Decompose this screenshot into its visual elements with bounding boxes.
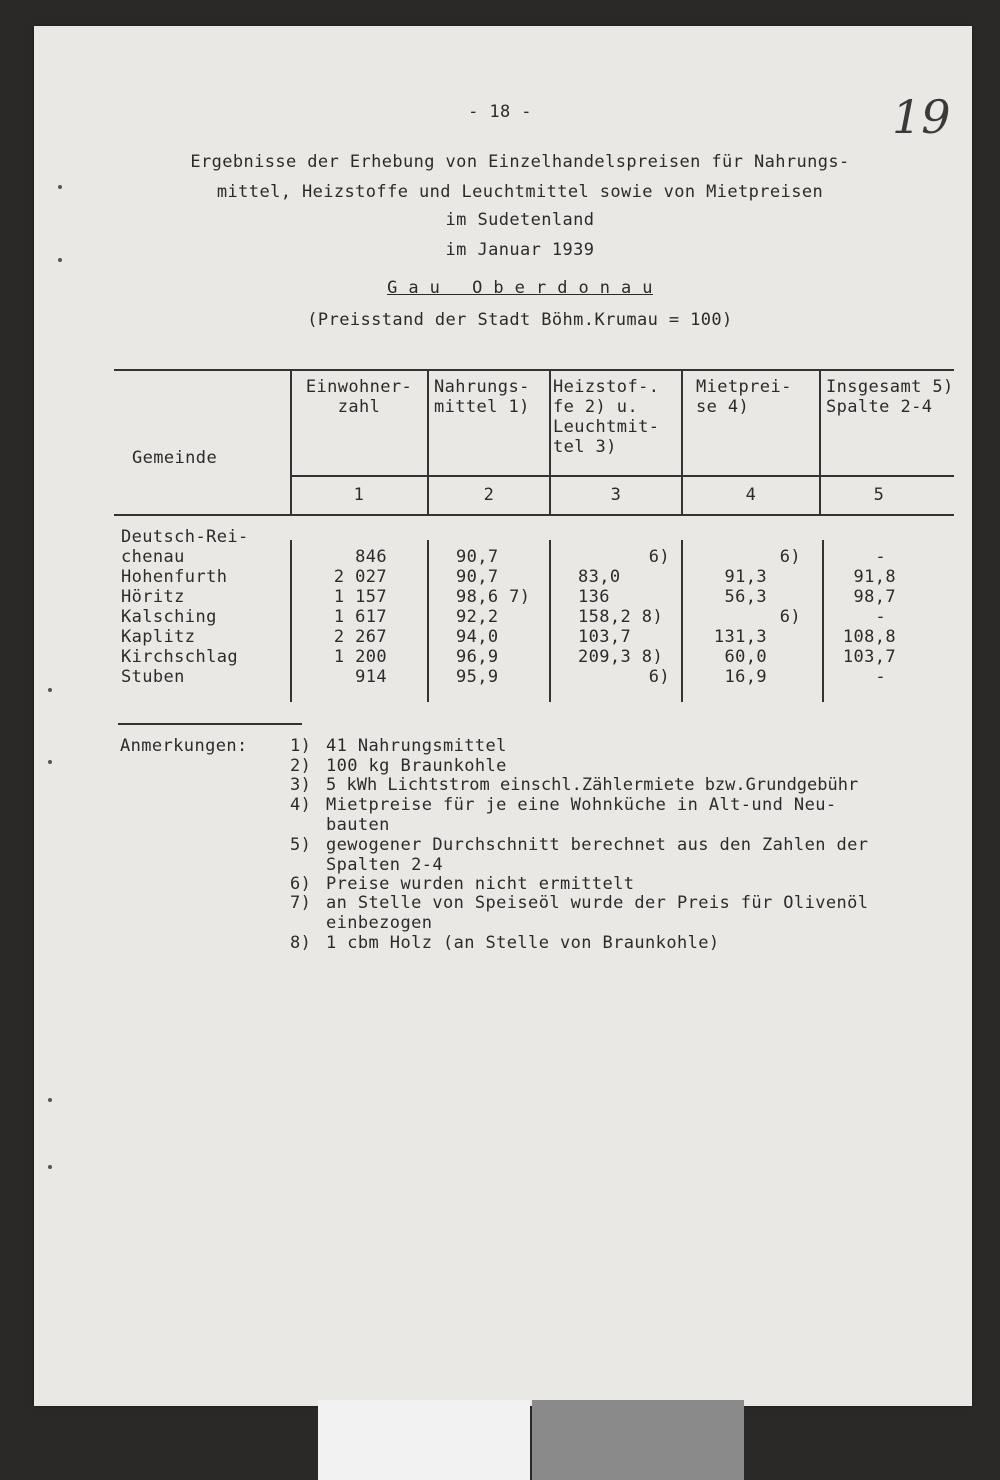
note-number: 5) xyxy=(290,835,312,855)
note-number: 6) xyxy=(290,874,312,894)
table-cell-einwohner: 914 xyxy=(355,667,387,687)
notes-label: Anmerkungen: xyxy=(120,736,248,756)
table-header-divider xyxy=(290,475,954,477)
column-header-3-line-1: Heizstof-. xyxy=(553,377,660,397)
title-line-1: Ergebnisse der Erhebung von Einzelhandelspreisen für Nahrungs- xyxy=(190,152,850,172)
punch-mark xyxy=(48,760,52,764)
table-cell-miet: 16,9 xyxy=(724,667,767,687)
body-column-divider xyxy=(427,540,429,702)
table-cell-miet: 56,3 xyxy=(724,587,767,607)
title-line-2: mittel, Heizstoffe und Leuchtmittel sowie von Mietpreisen xyxy=(216,182,824,202)
table-cell-miet: 91,3 xyxy=(724,567,767,587)
punch-mark xyxy=(48,1098,52,1102)
column-header-1-line-1: Einwohner- xyxy=(305,377,413,397)
table-row-name: Höritz xyxy=(121,587,185,607)
table-header-bottom-rule xyxy=(114,514,954,516)
table-cell-heiz: 103,7 xyxy=(578,627,632,647)
table-row-name: Deutsch-Rei- xyxy=(121,527,249,547)
table-cell-gesamt: 91,8 xyxy=(853,567,896,587)
column-header-5-line-2: Spalte 2-4 xyxy=(826,397,933,417)
note-text: einbezogen xyxy=(326,913,433,933)
table-cell-heiz: 209,3 8) xyxy=(578,647,664,667)
price-basis-note: (Preisstand der Stadt Böhm.Krumau = 100) xyxy=(307,310,733,330)
punch-mark xyxy=(58,258,62,262)
table-cell-heiz: 6) xyxy=(648,667,670,687)
table-cell-einwohner: 846 xyxy=(355,547,387,567)
note-text: an Stelle von Speiseöl wurde der Preis für Olivenöl xyxy=(326,893,869,913)
note-text: 1 cbm Holz (an Stelle von Braunkohle) xyxy=(326,933,720,953)
punch-mark xyxy=(58,185,62,189)
column-header-2-line-2: mittel 1) xyxy=(434,397,530,417)
table-cell-nahrung: 90,7 xyxy=(456,567,499,587)
table-row-name: chenau xyxy=(121,547,185,567)
table-cell-nahrung: 96,9 xyxy=(456,647,499,667)
table-cell-miet: 131,3 xyxy=(713,627,767,647)
column-header-4-line-2: se 4) xyxy=(696,397,750,417)
column-number-4: 4 xyxy=(745,485,757,505)
table-top-rule xyxy=(114,369,954,371)
note-number: 4) xyxy=(290,795,312,815)
note-number: 1) xyxy=(290,736,312,756)
column-header-3-line-2: fe 2) u. xyxy=(553,397,639,417)
table-cell-gesamt: - xyxy=(875,547,886,567)
table-cell-miet: 6) xyxy=(779,547,801,567)
table-row-name: Kalsching xyxy=(121,607,217,627)
table-cell-einwohner: 1 200 xyxy=(333,647,387,667)
region-heading: G a u O b e r d o n a u xyxy=(387,278,653,298)
table-cell-nahrung: 94,0 xyxy=(456,627,499,647)
column-header-5-line-1: Insgesamt 5) xyxy=(826,377,954,397)
column-header-4-line-1: Mietprei- xyxy=(696,377,792,397)
column-number-3: 3 xyxy=(610,485,622,505)
table-cell-gesamt: - xyxy=(875,607,886,627)
table-cell-heiz: 136 xyxy=(578,587,610,607)
column-header-1-line-2: zahl xyxy=(337,397,381,417)
table-cell-nahrung: 92,2 xyxy=(456,607,499,627)
scan-card-white xyxy=(318,1400,530,1480)
table-row-name: Kaplitz xyxy=(121,627,196,647)
table-row-name: Hohenfurth xyxy=(121,567,228,587)
table-row-name: Kirchschlag xyxy=(121,647,238,667)
page-number: - 18 - xyxy=(468,102,532,122)
table-cell-gesamt: 98,7 xyxy=(853,587,896,607)
punch-mark xyxy=(48,688,52,692)
note-text: 100 kg Braunkohle xyxy=(326,756,507,776)
table-row-name: Stuben xyxy=(121,667,185,687)
note-text: bauten xyxy=(326,815,390,835)
note-number: 3) xyxy=(290,775,312,795)
note-number: 7) xyxy=(290,893,312,913)
table-cell-gesamt: 108,8 xyxy=(842,627,896,647)
table-cell-nahrung: 95,9 xyxy=(456,667,499,687)
note-text: Preise wurden nicht ermittelt xyxy=(326,874,635,894)
note-text: gewogener Durchschnitt berechnet aus den Zahlen der xyxy=(326,835,869,855)
notes-separator-rule xyxy=(118,723,302,725)
note-number: 8) xyxy=(290,933,312,953)
note-text: 41 Nahrungsmittel xyxy=(326,736,507,756)
table-cell-heiz: 158,2 8) xyxy=(578,607,664,627)
note-text: 5 kWh Lichtstrom einschl.Zählermiete bzw.Grundgebühr xyxy=(326,775,859,795)
note-number: 2) xyxy=(290,756,312,776)
table-cell-einwohner: 2 267 xyxy=(333,627,387,647)
table-cell-einwohner: 1 617 xyxy=(333,607,387,627)
note-text: Spalten 2-4 xyxy=(326,855,443,875)
document-page xyxy=(34,26,972,1406)
table-cell-miet: 60,0 xyxy=(724,647,767,667)
scan-card-grey xyxy=(532,1400,744,1480)
column-header-2-line-1: Nahrungs- xyxy=(434,377,530,397)
column-header-3-line-4: tel 3) xyxy=(553,437,617,457)
title-line-4: im Januar 1939 xyxy=(445,240,595,260)
table-cell-einwohner: 1 157 xyxy=(333,587,387,607)
table-cell-einwohner: 2 027 xyxy=(333,567,387,587)
row-header-gemeinde: Gemeinde xyxy=(132,448,218,468)
table-cell-nahrung: 90,7 xyxy=(456,547,499,567)
table-cell-nahrung: 98,6 7) xyxy=(456,587,531,607)
table-cell-gesamt: 103,7 xyxy=(842,647,896,667)
table-cell-gesamt: - xyxy=(875,667,886,687)
title-line-3: im Sudetenland xyxy=(445,210,595,230)
table-cell-heiz: 6) xyxy=(648,547,670,567)
punch-mark xyxy=(48,1165,52,1169)
column-number-5: 5 xyxy=(873,485,885,505)
handwritten-page-mark: 19 xyxy=(892,90,951,144)
column-number-1: 1 xyxy=(353,485,365,505)
table-cell-heiz: 83,0 xyxy=(578,567,621,587)
table-cell-miet: 6) xyxy=(779,607,801,627)
column-number-2: 2 xyxy=(483,485,495,505)
note-text: Mietpreise für je eine Wohnküche in Alt-und Neu- xyxy=(326,795,837,815)
column-header-3-line-3: Leuchtmit- xyxy=(553,417,660,437)
